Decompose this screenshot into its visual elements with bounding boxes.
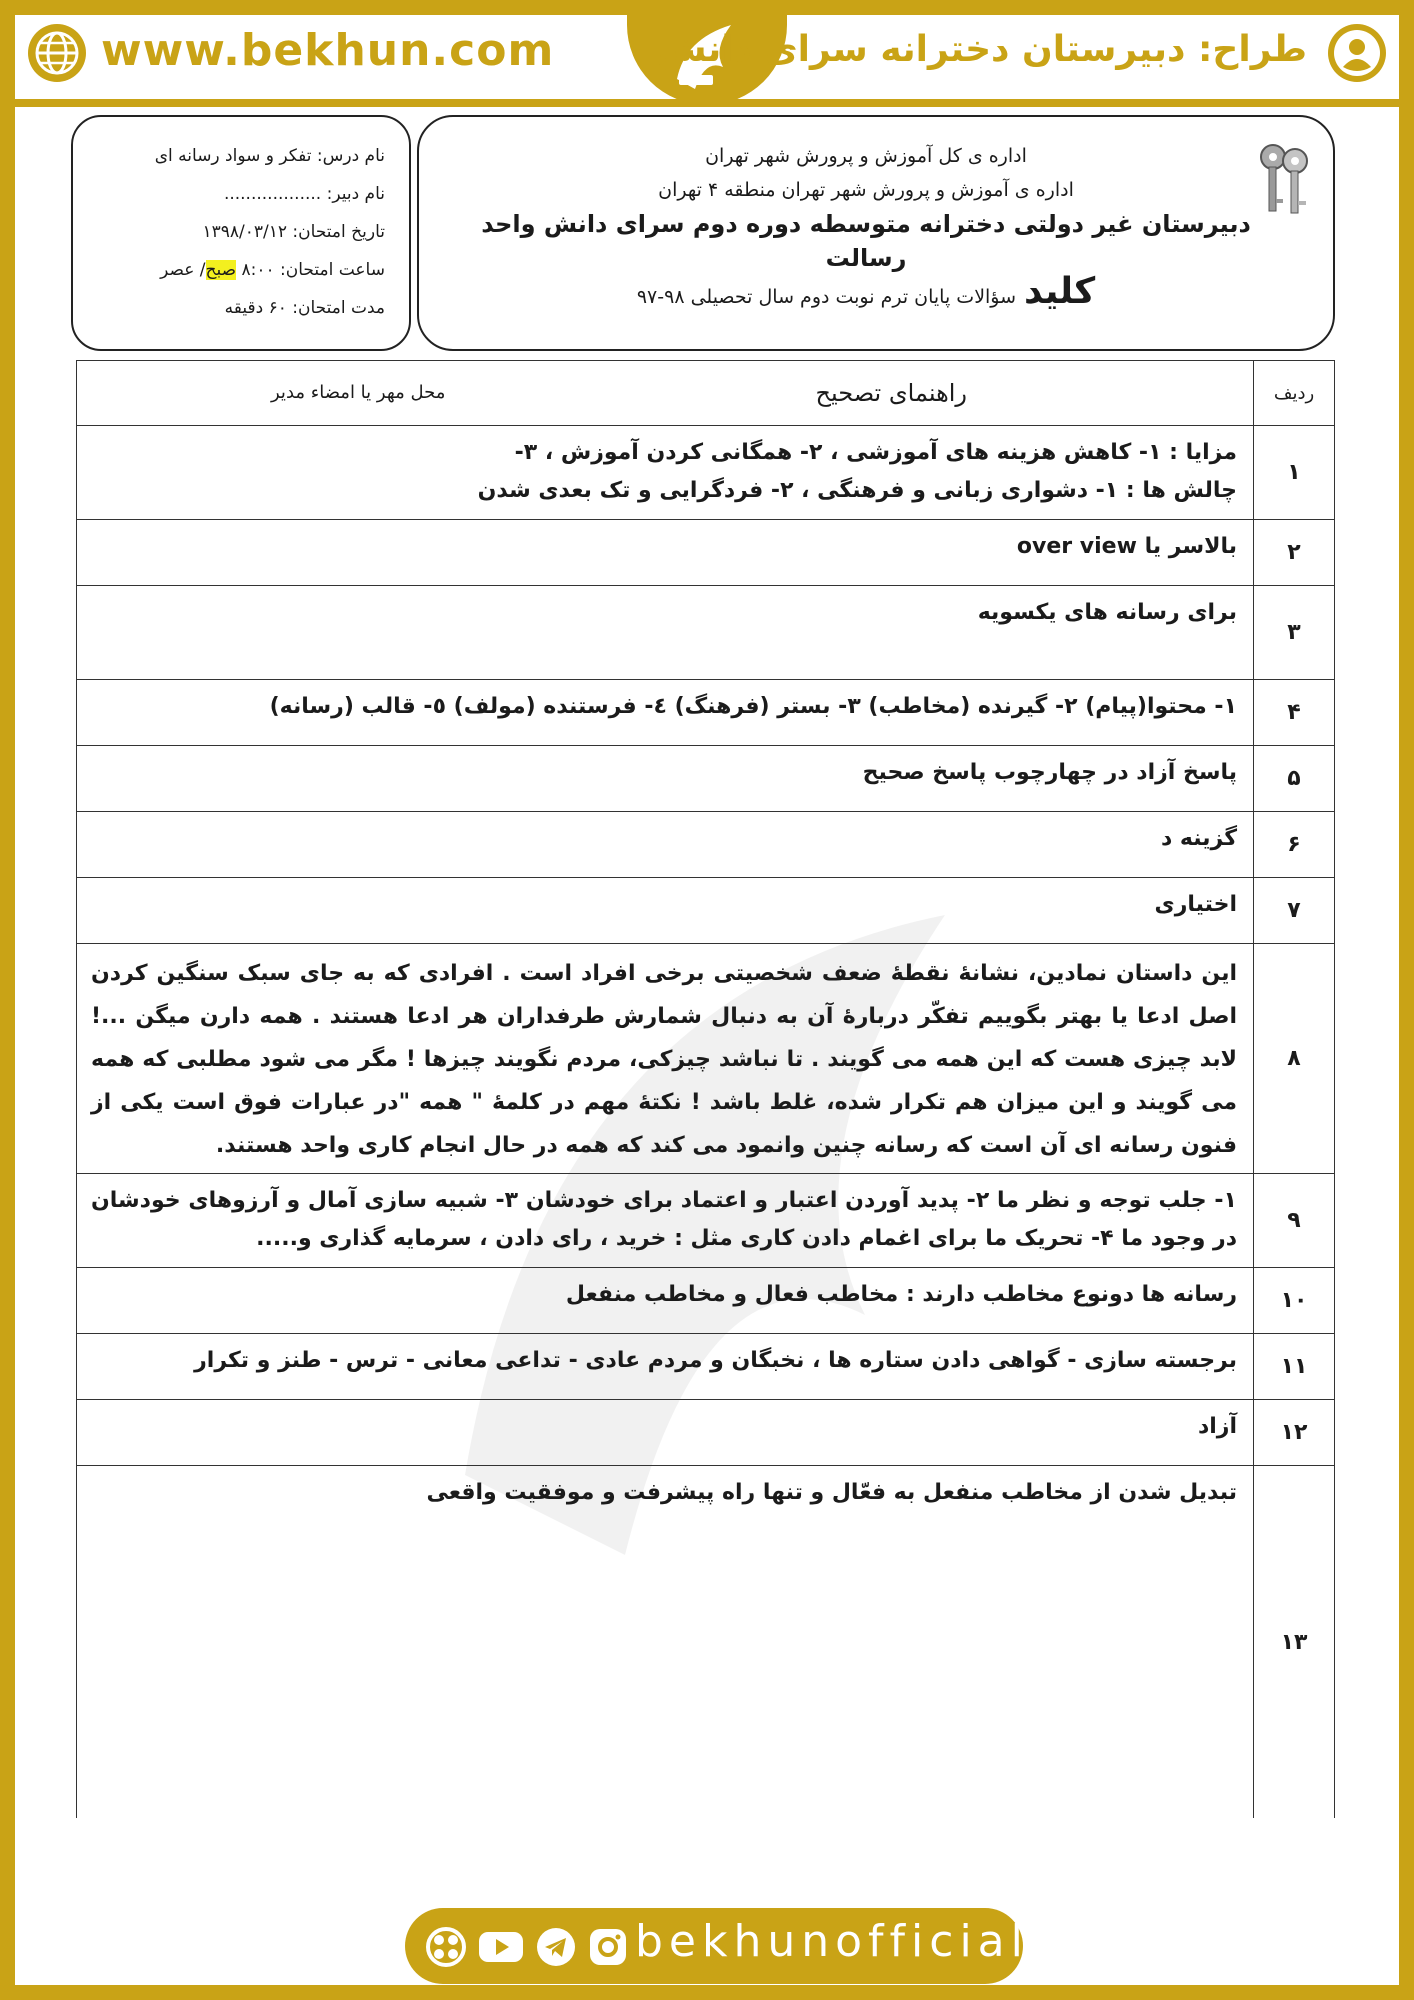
row-answer: ۱- جلب توجه و نظر ما ۲- پدید آوردن اعتبار و اعتماد برای خودشان ۳- شبیه سازی آمال و آرزوهای خودشان در وجود ما ۴- تحریک ما برای اغمام دادن کاری مثل : خرید ، رای دادن ، سرمایه گذاری و..... <box>91 1188 1237 1251</box>
exam-answer-sheet <box>15 15 1399 1985</box>
table-header-row <box>76 360 1335 426</box>
row-number: ۹ <box>1253 1174 1334 1267</box>
table-row <box>76 1466 1335 1818</box>
exam-title-line <box>479 271 1253 314</box>
row-answer: برای رسانه های یکسویه <box>977 600 1237 625</box>
district-line: اداره ی آموزش و پرورش شهر تهران منطقه ۴ تهران <box>658 179 1074 201</box>
exam-time-afternoon: / عصر <box>160 260 206 280</box>
user-icon <box>1325 21 1389 85</box>
table-row <box>76 680 1335 746</box>
table-row <box>76 1400 1335 1466</box>
row-answer: رسانه ها دونوع مخاطب دارند : مخاطب فعال و مخاطب منفعل <box>565 1282 1237 1307</box>
row-number: ۳ <box>1253 586 1334 679</box>
row-number: ۱۳ <box>1253 1466 1334 1818</box>
row-number: ۴ <box>1253 680 1334 745</box>
row-answer: پاسخ آزاد در چهارچوب پاسخ صحیح <box>862 760 1237 785</box>
table-row <box>76 746 1335 812</box>
course-name: نام درس: تفکر و سواد رسانه ای <box>154 146 385 166</box>
table-row <box>76 1268 1335 1334</box>
row-answer: آزاد <box>1197 1414 1237 1439</box>
row-answer: بالاسر یا over view <box>1016 534 1237 559</box>
row-number: ۷ <box>1253 878 1334 943</box>
exam-time-label: ساعت امتحان: ۸:۰۰ <box>236 260 385 280</box>
table-row <box>76 812 1335 878</box>
social-handle[interactable]: bekhunofficial <box>635 1916 1029 1967</box>
globe-icon[interactable] <box>25 21 89 85</box>
teacher-name: نام دبیر: .................. <box>223 184 385 204</box>
row-answer: مزایا : ۱- کاهش هزینه های آموزشی ، ۲- همگانی کردن آموزش ، ۳- چالش ها : ۱- دشواری زبانی و فرهنگی ، ۲- فردگرایی و تک بعدی شدن <box>477 440 1237 503</box>
table-row <box>76 1334 1335 1400</box>
row-answer: برجسته سازی - گواهی دادن ستاره ها ، نخبگان و مردم عادی - تداعی معانی - ترس - طنز و تکرار <box>194 1348 1237 1373</box>
institution-header <box>417 115 1335 351</box>
row-number: ۲ <box>1253 520 1334 585</box>
col-row-header: ردیف <box>1253 361 1334 425</box>
exam-time-morning: صبح <box>205 260 237 280</box>
exam-info-box <box>71 115 411 351</box>
school-name: دبیرستان غیر دولتی دخترانه متوسطه دوره دوم سرای دانش واحد رسالت <box>481 210 1251 272</box>
col-guide-header: راهنمای تصحیح <box>815 379 967 407</box>
table-row <box>76 520 1335 586</box>
table-row <box>76 878 1335 944</box>
row-number: ۸ <box>1253 944 1334 1173</box>
top-banner <box>15 15 1399 107</box>
col-seal-header: محل مهر یا امضاء مدیر <box>271 382 446 403</box>
row-number: ۱ <box>1253 426 1334 519</box>
youtube-icon[interactable] <box>477 1926 525 1968</box>
telegram-icon[interactable] <box>535 1926 577 1968</box>
table-row <box>76 586 1335 680</box>
row-answer: اختیاری <box>1154 892 1237 917</box>
social-footer <box>405 1908 1029 1984</box>
aparat-icon[interactable] <box>425 1926 467 1968</box>
exam-duration: مدت امتحان: ۶۰ دقیقه <box>224 298 385 318</box>
table-row <box>76 944 1335 1174</box>
row-number: ۱۰ <box>1253 1268 1334 1333</box>
row-number: ۱۲ <box>1253 1400 1334 1465</box>
row-number: ۶ <box>1253 812 1334 877</box>
instagram-icon[interactable] <box>587 1926 629 1968</box>
exam-time <box>87 251 385 289</box>
answer-key-label: کلید <box>1024 271 1096 312</box>
exam-date: تاریخ امتحان: ۱۳۹۸/۰۳/۱۲ <box>202 222 385 242</box>
row-number: ۵ <box>1253 746 1334 811</box>
ministry-line: اداره ی کل آموزش و پرورش شهر تهران <box>705 145 1027 167</box>
row-answer: این داستان نمادین، نشانۀ نقطۀ ضعف شخصیتی برخی افراد است . افرادی که به جای سبک سنگین کردن اصل ادعا یا بهتر بگوییم تفکّر دربارۀ آن به دنبال شمارش طرفداران هر ادعا هستند . همه دارن میگن ...! لابد چیزی هست که این همه می گویند . تا نباشد چیزکی، مردم نگویند چیزها ! مگر می شود مطلبی که همه می گویند و این میزان هم تکرار شده، غلط باشد ! نکتۀ مهم در کلمۀ " همه "در عبارات فوق است یکی از فنون رسانه ای آن است که رسانه چنین وانمود می کند که همه در حال انجام کاری واحد هستند. <box>91 961 1237 1158</box>
row-answer: گزینه د <box>1160 826 1237 851</box>
exam-term: سؤالات پایان ترم نوبت دوم سال تحصیلی ۹۸-۹۷ <box>636 286 1017 308</box>
row-answer: تبدیل شدن از مخاطب منفعل به فعّال و تنها راه پیشرفت و موفقیت واقعی <box>426 1480 1237 1505</box>
designer-label: طراح: دبیرستان دخترانه سرای دانش <box>656 29 1307 70</box>
table-row <box>76 1174 1335 1268</box>
keys-icon <box>1255 139 1315 219</box>
row-number: ۱۱ <box>1253 1334 1334 1399</box>
answer-table <box>76 360 1335 1818</box>
table-row <box>76 426 1335 520</box>
row-answer: ۱- محتوا(پیام) ۲- گیرنده (مخاطب) ۳- بستر (فرهنگ) ٤- فرستنده (مولف) ٥- قالب (رسانه) <box>269 694 1237 719</box>
website-url[interactable]: www.bekhun.com <box>101 25 555 76</box>
